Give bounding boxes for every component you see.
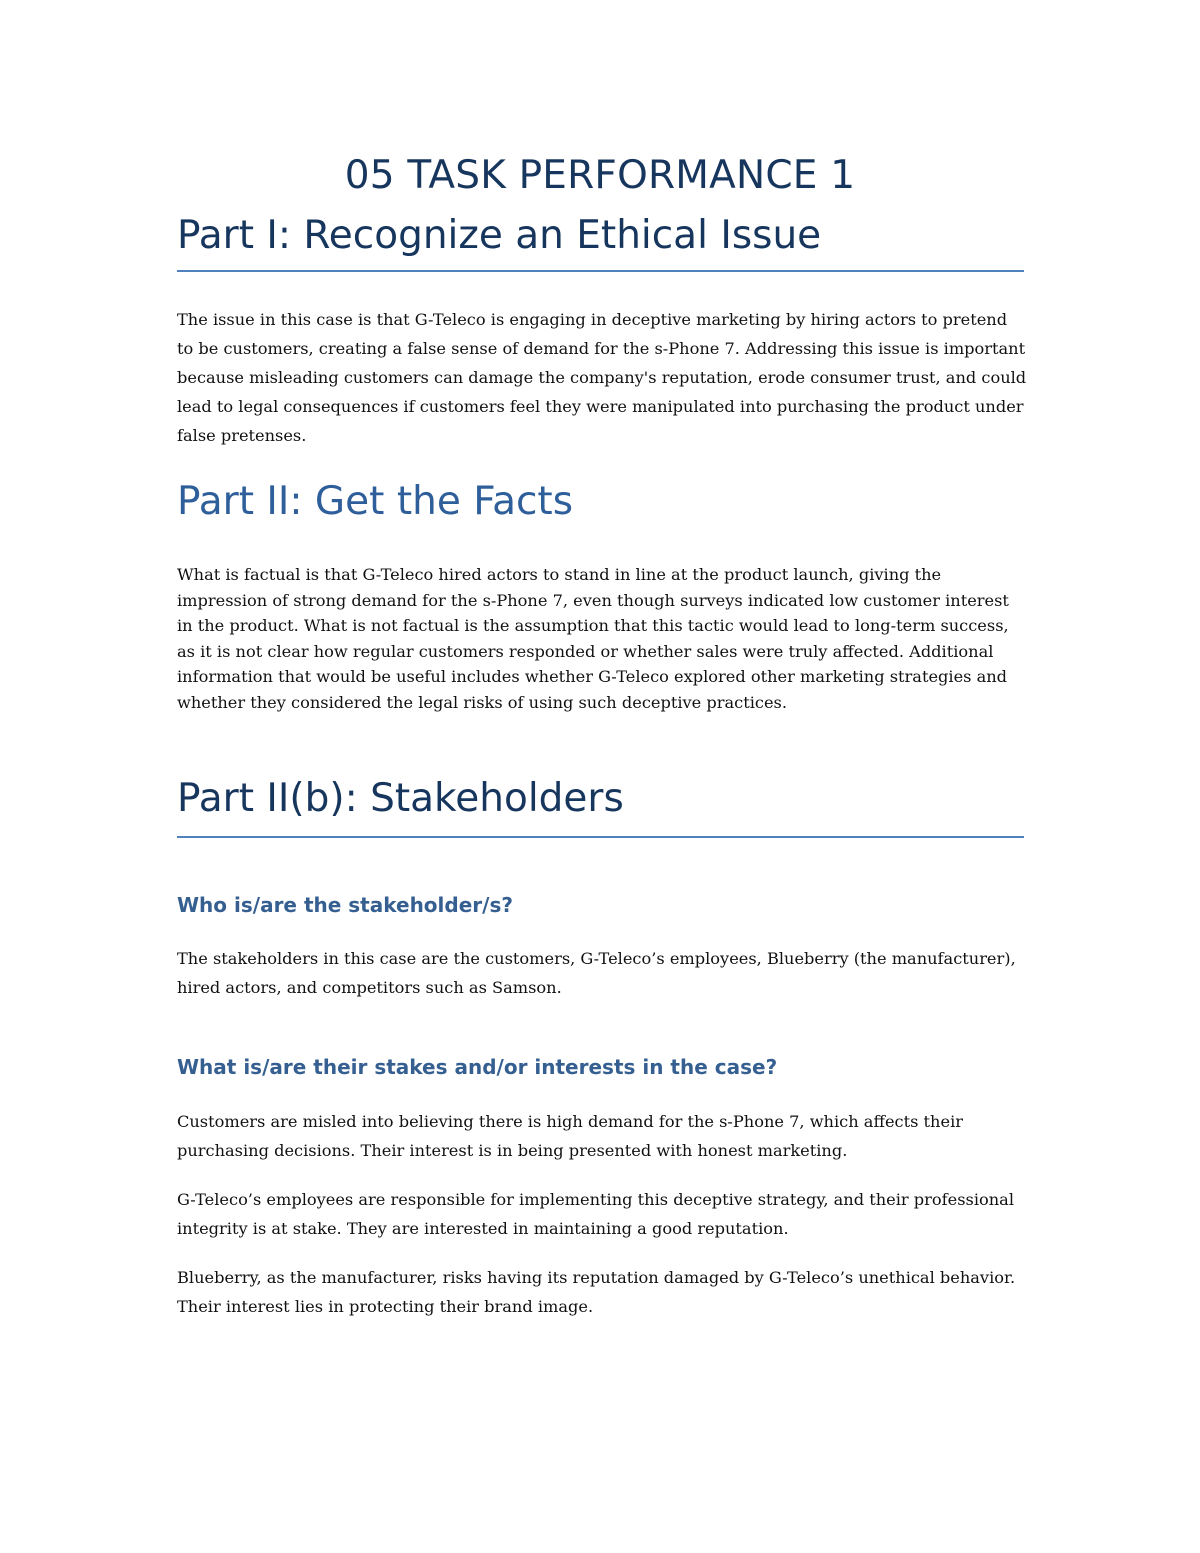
stakes-paragraph-blueberry: Blueberry, as the manufacturer, risks having its reputation damaged by G-Teleco’s unethical behavior. Their interest lies in protecting their brand image.: [177, 1268, 1016, 1316]
stakeholders-answer: The stakeholders in this case are the customers, G-Teleco’s employees, Blueberry (the manufacturer), hired actors, and competitors such as Samson.: [177, 949, 1016, 997]
stakes-paragraph-customers: Customers are misled into believing there is high demand for the s-Phone 7, which affects their purchasing decisions. Their interest is in being presented with honest marketing.: [177, 1112, 963, 1160]
part2b-divider: [177, 836, 1024, 838]
part2b-heading: Part II(b): Stakeholders: [177, 776, 624, 821]
part1-heading: Part I: Recognize an Ethical Issue: [177, 213, 822, 258]
stakeholders-question-heading: Who is/are the stakeholder/s?: [177, 893, 513, 917]
part1-divider: [177, 270, 1024, 272]
part2-heading: Part II: Get the Facts: [177, 479, 574, 524]
part2-body: What is factual is that G-Teleco hired actors to stand in line at the product launch, giving the impression of strong demand for the s-Phone 7, even though surveys indicated low customer interest in the product. What is not factual is the assumption that this tactic would lead to long-term success, as it is not clear how regular customers responded or whether sales were truly affected. Additional information that would be useful includes whether G-Teleco explored other marketing strategies and whether they considered the legal risks of using such deceptive practices.: [177, 565, 1009, 712]
document-title: 05 TASK PERFORMANCE 1: [344, 153, 856, 198]
part1-body: The issue in this case is that G-Teleco is engaging in deceptive marketing by hiring actors to pretend to be customers, creating a false sense of demand for the s-Phone 7. Addressing this issue is important because misleading customers can damage the company's reputation, erode consumer trust, and could lead to legal consequences if customers feel they were manipulated into purchasing the product under false pretenses.: [177, 310, 1027, 445]
stakes-paragraph-employees: G-Teleco’s employees are responsible for implementing this deceptive strategy, and their professional integrity is at stake. They are interested in maintaining a good reputation.: [177, 1190, 1014, 1238]
stakes-question-heading: What is/are their stakes and/or interests in the case?: [177, 1055, 778, 1079]
